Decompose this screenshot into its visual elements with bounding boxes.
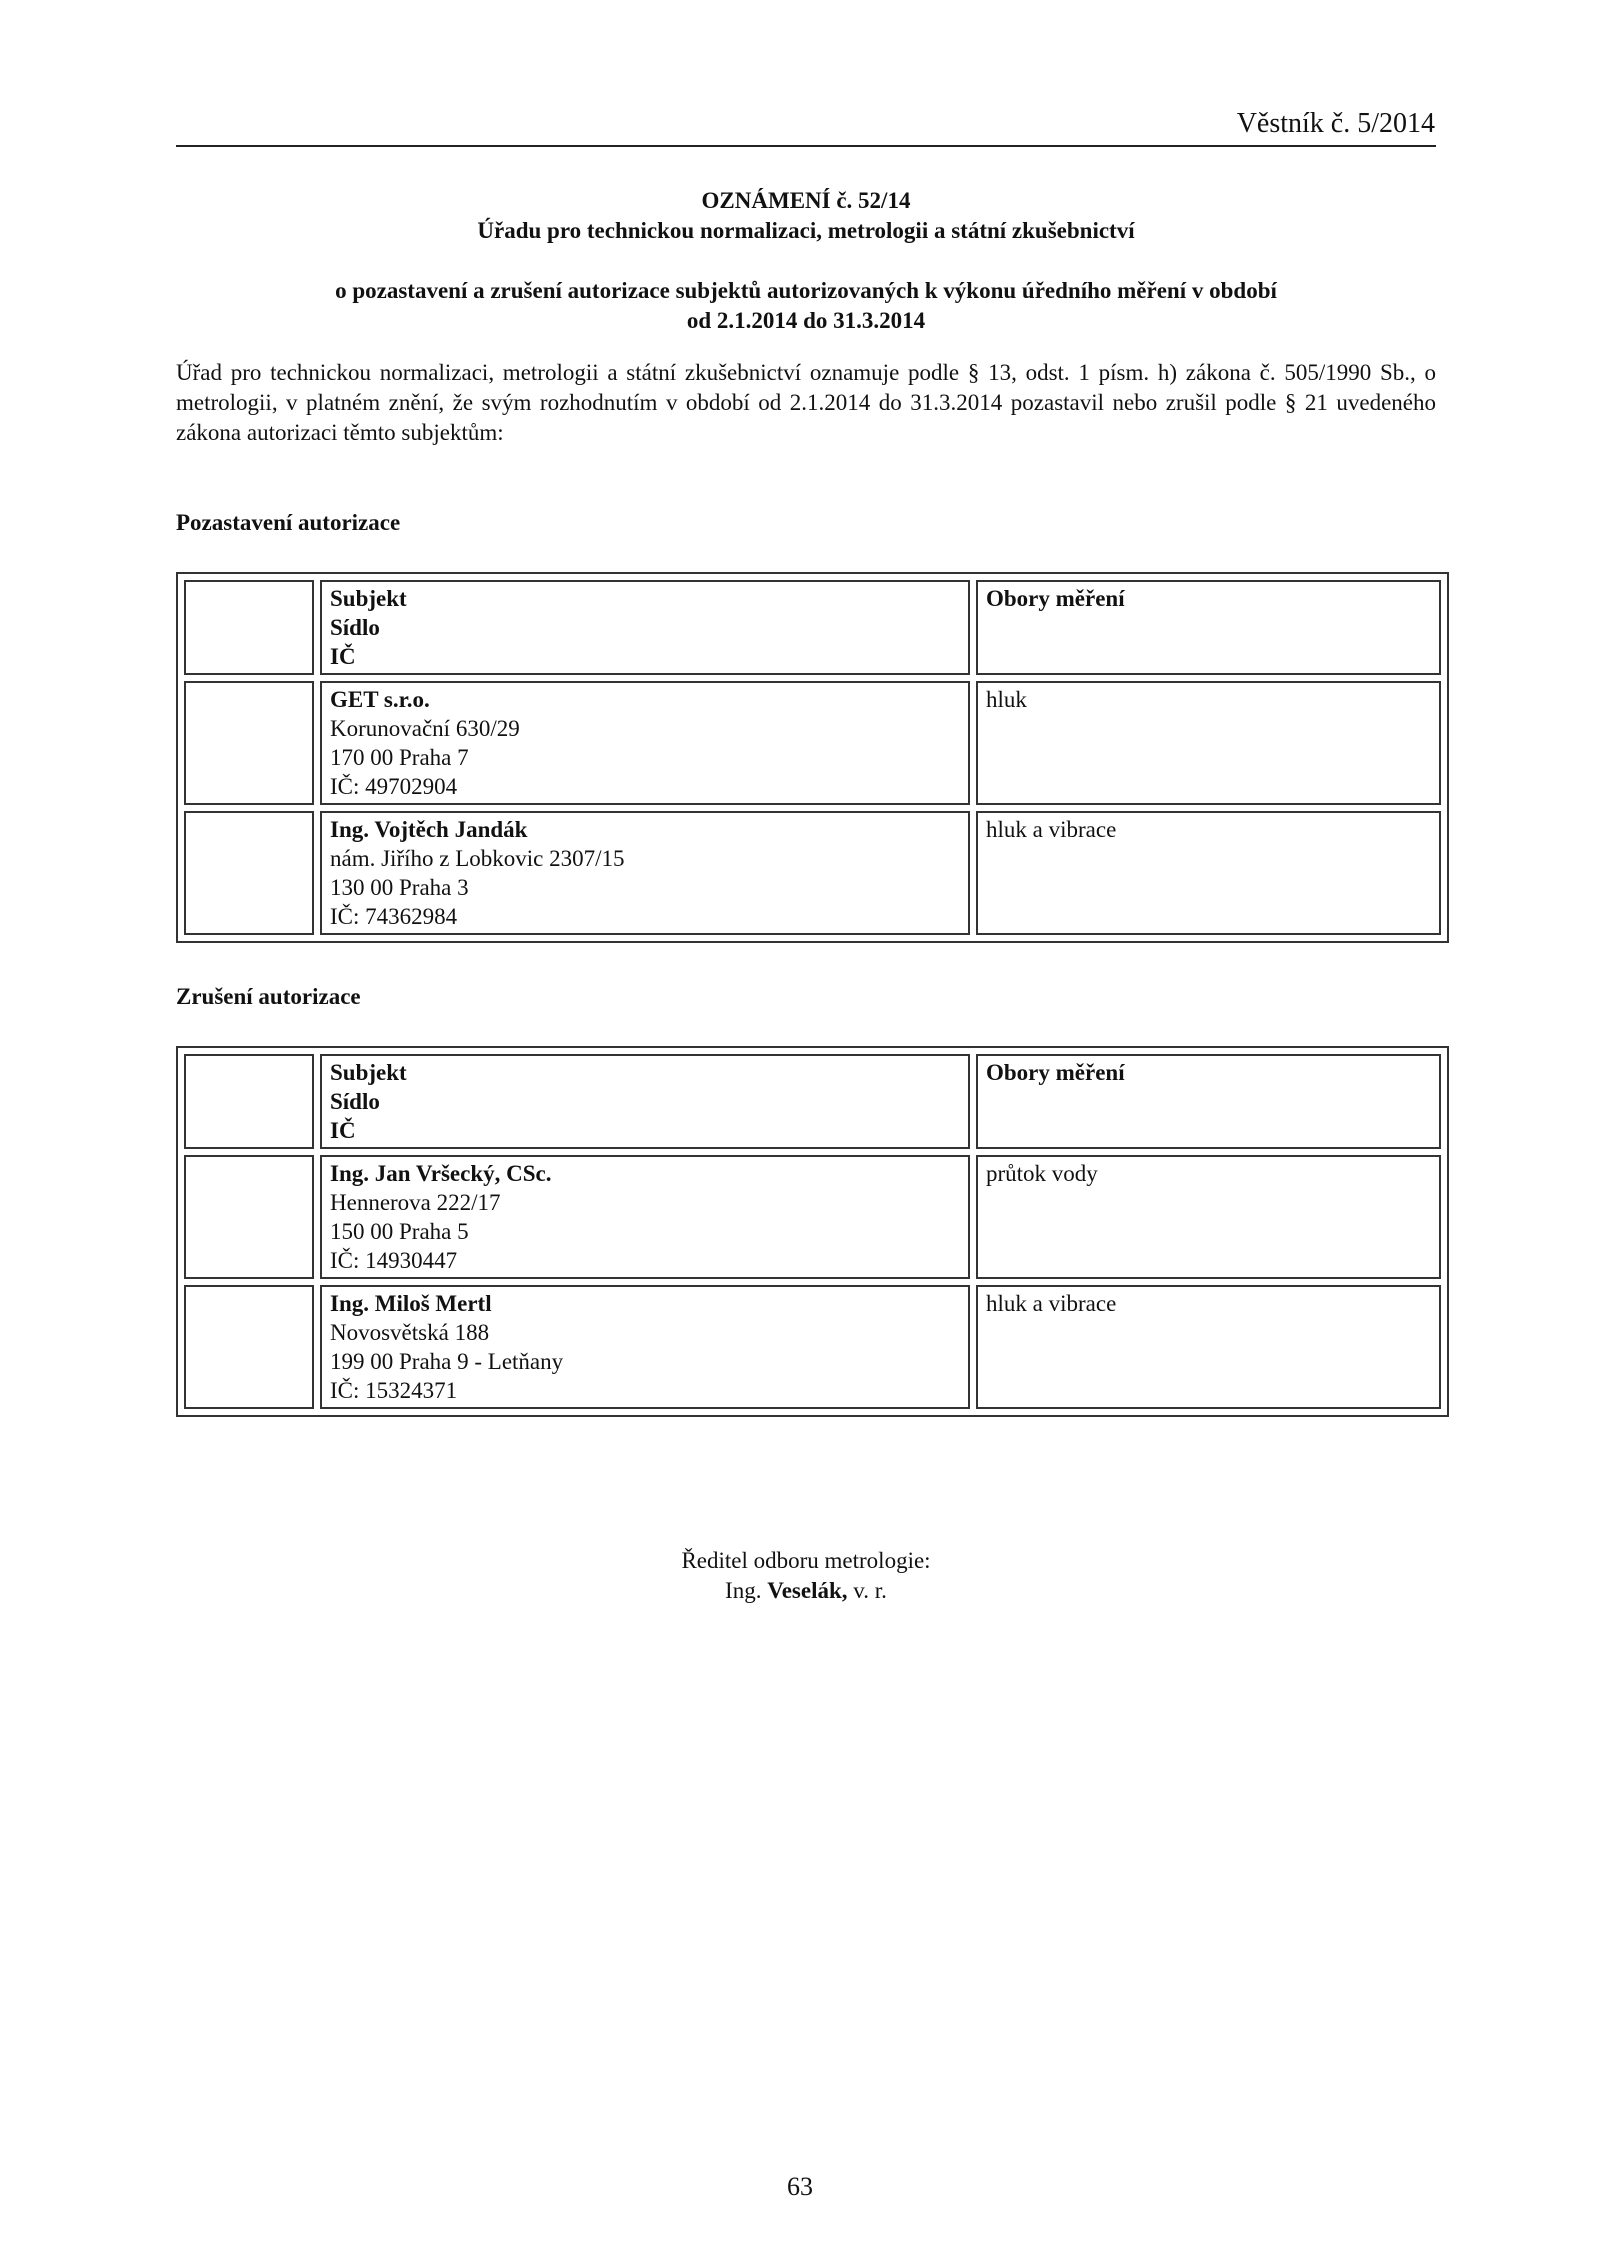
subtitle-line-1: o pozastavení a zrušení autorizace subjektů autorizovaných k výkonu úředního měření v období: [335, 278, 1277, 303]
header-rule: [176, 145, 1436, 147]
subtitle-line-2: od 2.1.2014 do 31.3.2014: [686, 308, 926, 333]
subject-street: Korunovační 630/29: [330, 716, 520, 741]
table-row: [184, 681, 1441, 805]
number-cell: [184, 811, 314, 935]
subject-name: Ing. Miloš Mertl: [330, 1291, 492, 1316]
subject-name: Ing. Vojtěch Jandák: [330, 817, 528, 842]
header-subject: Subjekt: [330, 586, 407, 611]
signature-line: [176, 1576, 1436, 1606]
header-subject: Subjekt: [330, 1060, 407, 1085]
header-fields: Obory měření: [986, 1060, 1125, 1085]
document-title: [176, 186, 1436, 246]
signature-role: Ředitel odboru metrologie:: [681, 1548, 931, 1573]
page-number: 63: [787, 2172, 813, 2201]
table-row: [184, 1285, 1441, 1409]
signature-suffix: v. r.: [853, 1578, 887, 1603]
subject-city: 199 00 Praha 9 - Letňany: [330, 1349, 564, 1374]
subject-name: GET s.r.o.: [330, 687, 430, 712]
subject-ic: IČ: 49702904: [330, 774, 458, 799]
header-fields: Obory měření: [986, 586, 1125, 611]
subject-street: Hennerova 222/17: [330, 1190, 501, 1215]
intro-paragraph: Úřad pro technickou normalizaci, metrologii a státní zkušebnictví oznamuje podle § 13, odst. 1 písm. h) zákona č. 505/1990 Sb., o metrologii, v platném znění, že svým rozhodnutím v období od 2.1.2014 do 31.3.2014 pozastavil nebo zrušil podle § 21 uvedeného zákona autorizaci těmto subjektům:: [176, 360, 1436, 445]
fields-value: hluk a vibrace: [986, 817, 1117, 842]
header-seat: Sídlo: [330, 1089, 380, 1114]
table-header-row: [184, 1054, 1441, 1149]
header-ic: IČ: [330, 1118, 356, 1143]
header-ic: IČ: [330, 644, 356, 669]
subject-city: 130 00 Praha 3: [330, 875, 469, 900]
header-fields-cell: [976, 1054, 1441, 1149]
subject-street: nám. Jiřího z Lobkovic 2307/15: [330, 846, 625, 871]
subject-ic: IČ: 15324371: [330, 1378, 458, 1403]
number-cell: [184, 1285, 314, 1409]
number-cell: [184, 580, 314, 675]
fields-cell: [976, 681, 1441, 805]
subject-cell: [320, 1285, 970, 1409]
title-line-1: OZNÁMENÍ č. 52/14: [701, 188, 911, 213]
number-cell: [184, 1155, 314, 1279]
fields-cell: [976, 1155, 1441, 1279]
number-cell: [184, 681, 314, 805]
signature-block: [176, 1546, 1436, 1606]
subject-name: Ing. Jan Vršecký, CSc.: [330, 1161, 552, 1186]
header-seat: Sídlo: [330, 615, 380, 640]
fields-cell: [976, 811, 1441, 935]
subject-city: 170 00 Praha 7: [330, 745, 469, 770]
table-header-row: [184, 580, 1441, 675]
subject-ic: IČ: 14930447: [330, 1248, 458, 1273]
subject-cell: [320, 1155, 970, 1279]
subject-street: Novosvětská 188: [330, 1320, 490, 1345]
header-fields-cell: [976, 580, 1441, 675]
subject-city: 150 00 Praha 5: [330, 1219, 469, 1244]
number-cell: [184, 1054, 314, 1149]
signature-prefix: Ing.: [725, 1578, 762, 1603]
header-subject-cell: [320, 1054, 970, 1149]
bulletin-number: Věstník č. 5/2014: [1236, 108, 1435, 139]
header-subject-cell: [320, 580, 970, 675]
table-row: [184, 1155, 1441, 1279]
fields-value: hluk: [986, 687, 1027, 712]
subject-cell: [320, 681, 970, 805]
cancellation-heading: Zrušení autorizace: [176, 984, 361, 1009]
signature-name: Veselák,: [767, 1578, 848, 1603]
fields-value: hluk a vibrace: [986, 1291, 1117, 1316]
table-row: [184, 811, 1441, 935]
subject-cell: [320, 811, 970, 935]
fields-cell: [976, 1285, 1441, 1409]
fields-value: průtok vody: [986, 1161, 1098, 1186]
suspension-heading: Pozastavení autorizace: [176, 510, 401, 535]
document-subtitle: [176, 276, 1436, 336]
title-line-2: Úřadu pro technickou normalizaci, metrologii a státní zkušebnictví: [477, 218, 1135, 243]
cancellation-table: [176, 1046, 1449, 1417]
subject-ic: IČ: 74362984: [330, 904, 458, 929]
suspension-table: [176, 572, 1449, 943]
